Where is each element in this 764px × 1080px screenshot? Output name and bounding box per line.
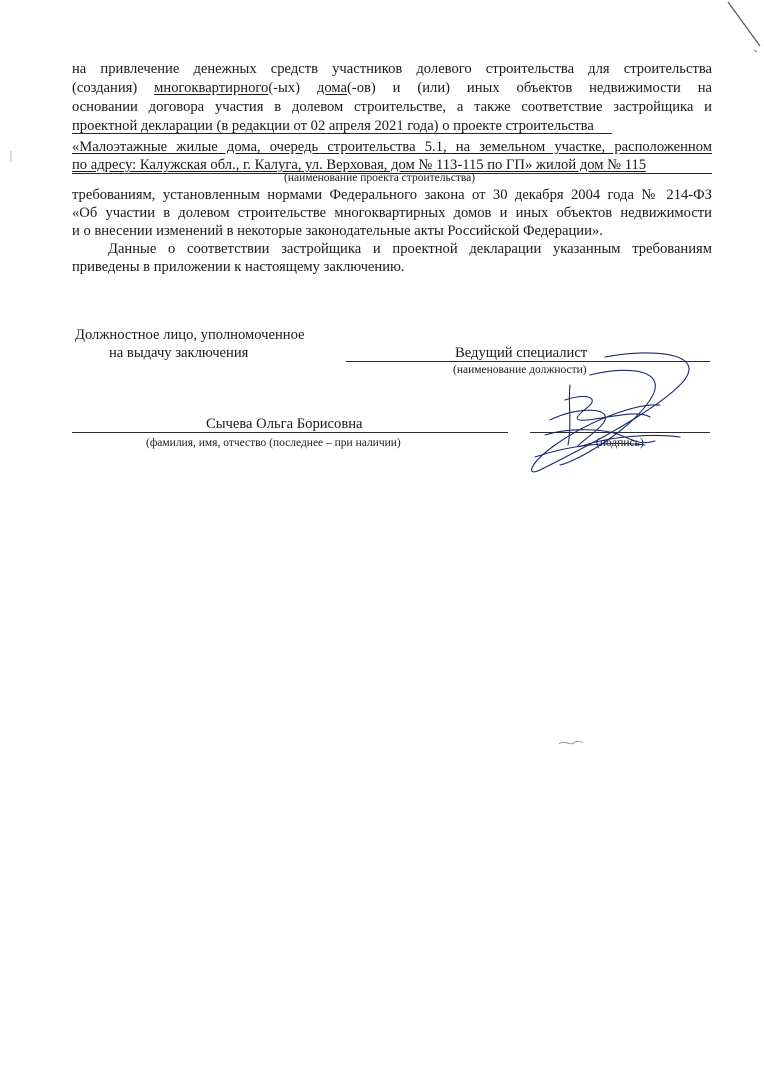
para1-line2-part3: (-ых)	[268, 80, 300, 96]
handwritten-signature	[510, 345, 730, 480]
underlined-word-doma: дома	[316, 80, 347, 96]
para1-line3: основании договора участия в долевом строительстве, а также соответствие застройщика и	[72, 99, 712, 115]
para3-line2: приведены в приложении к настоящему заключению.	[72, 259, 405, 275]
para1-line1: на привлечение денежных средств участников долевого строительства для строительства	[72, 61, 712, 77]
project-name-line2: по адресу: Калужская обл., г. Калуга, ул. Верховая, дом № 113-115 по ГП» жилой дом № 115	[72, 157, 647, 173]
para3-line1: Данные о соответствии застройщика и проектной декларации указанным требованиям	[108, 241, 712, 257]
para1-line2-part1: (создания)	[72, 80, 138, 96]
official-label-line1: Должностное лицо, уполномоченное	[75, 327, 305, 343]
para1-line2	[72, 79, 712, 97]
scan-dot	[8, 150, 14, 164]
position-title: Ведущий специалист	[455, 345, 588, 361]
para1-underline	[72, 133, 612, 134]
scan-smudge	[556, 737, 586, 749]
para1-line4: проектной декларации (в редакции от 02 апреля 2021 года) о проекте строительства	[72, 118, 594, 134]
full-name: Сычева Ольга Борисовна	[206, 416, 363, 432]
underlined-word-mkd: многоквартирного	[154, 80, 269, 96]
para2-line1: требованиям, установленным нормами Федерального закона от 30 декабря 2004 года № 214-ФЗ	[72, 187, 712, 203]
para2-line3: и о внесении изменений в некоторые законодательные акты Российской Федерации».	[72, 223, 603, 239]
position-caption: (наименование должности)	[453, 364, 587, 376]
name-caption: (фамилия, имя, отчество (последнее – при наличии)	[146, 437, 401, 449]
signature-caption: (подпись)	[596, 437, 644, 449]
para1-line2-part5: (-ов) и (или) иных объектов недвижимости на	[346, 80, 712, 96]
project-name-line1: «Малоэтажные жилые дома, очередь строительства 5.1, на земельном участке, расположенном	[72, 139, 712, 155]
scan-corner-mark	[724, 0, 764, 60]
para2-line2: «Об участии в долевом строительстве многоквартирных домов и иных объектов недвижимости	[72, 205, 712, 221]
official-label-line2: на выдачу заключения	[109, 345, 249, 361]
name-underline	[72, 432, 508, 433]
project-caption: (наименование проекта строительства)	[284, 172, 476, 184]
